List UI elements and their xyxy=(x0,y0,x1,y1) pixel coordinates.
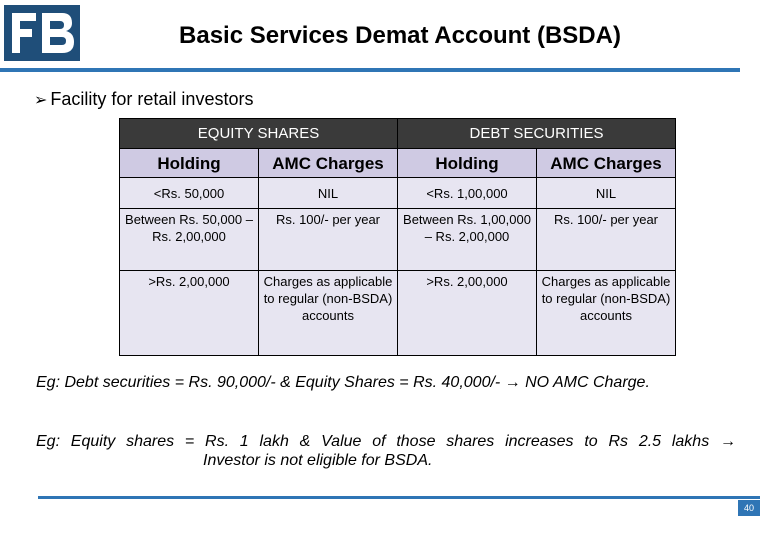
column-header: Holding xyxy=(120,149,259,178)
column-header: AMC Charges xyxy=(537,149,676,178)
sebi-logo-icon xyxy=(2,3,82,63)
footer-divider xyxy=(38,496,760,499)
bullet-text: Facility for retail investors xyxy=(50,89,254,109)
table-cell: <Rs. 1,00,000 xyxy=(398,178,537,209)
table-cell: NIL xyxy=(259,178,398,209)
table-cell: Charges as applicable to regular (non-BSDA) accounts xyxy=(537,271,676,356)
table-cell: Charges as applicable to regular (non-BSDA) accounts xyxy=(259,271,398,356)
table-row xyxy=(120,271,676,356)
title-divider xyxy=(0,68,740,72)
table-cell: Between Rs. 1,00,000 – Rs. 2,00,000 xyxy=(398,209,537,271)
example-equity-increase-conclusion: Investor is not eligible for BSDA. xyxy=(203,452,433,469)
table-cell: >Rs. 2,00,000 xyxy=(398,271,537,356)
table-cell: Rs. 100/- per year xyxy=(537,209,676,271)
group-header-debt: DEBT SECURITIES xyxy=(398,119,676,149)
bullet-point xyxy=(34,89,253,110)
group-header-equity: EQUITY SHARES xyxy=(120,119,398,149)
amc-charges-table xyxy=(119,118,676,356)
page-number: 40 xyxy=(738,500,760,516)
column-header: Holding xyxy=(398,149,537,178)
table-row xyxy=(120,209,676,271)
column-header: AMC Charges xyxy=(259,149,398,178)
example-debt-equity: Eg: Debt securities = Rs. 90,000/- & Equity Shares = Rs. 40,000/- → NO AMC Charge. xyxy=(36,374,650,391)
bullet-arrow-icon: ➢ xyxy=(34,92,48,109)
table-cell: <Rs. 50,000 xyxy=(120,178,259,209)
page-title: Basic Services Demat Account (BSDA) xyxy=(179,22,621,49)
table-cell: >Rs. 2,00,000 xyxy=(120,271,259,356)
table-column-header-row xyxy=(120,149,676,178)
example-equity-increase: Eg: Equity shares = Rs. 1 lakh & Value of those shares increases to Rs 2.5 lakhs → xyxy=(36,433,736,450)
table-cell: Rs. 100/- per year xyxy=(259,209,398,271)
table-cell: Between Rs. 50,000 – Rs. 2,00,000 xyxy=(120,209,259,271)
table-row xyxy=(120,178,676,209)
table-cell: NIL xyxy=(537,178,676,209)
table-group-header-row xyxy=(120,119,676,149)
